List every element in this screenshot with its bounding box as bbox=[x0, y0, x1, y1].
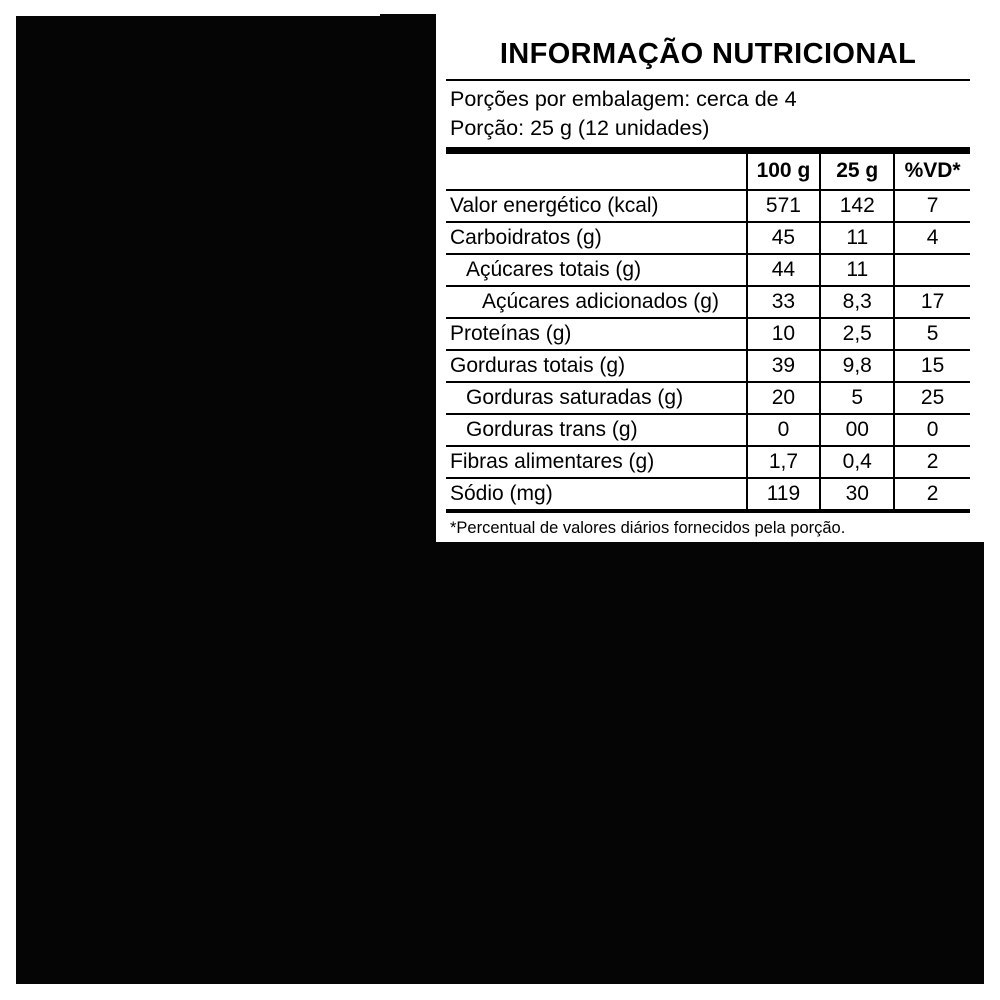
nutrient-value-100g: 33 bbox=[747, 286, 821, 318]
nutrient-value-100g: 10 bbox=[747, 318, 821, 350]
table-row bbox=[446, 478, 970, 509]
column-header-vd: %VD* bbox=[894, 154, 970, 190]
nutrient-value-portion: 5 bbox=[820, 382, 894, 414]
table-header-row bbox=[446, 154, 970, 190]
serving-size: Porção: 25 g (12 unidades) bbox=[450, 115, 710, 140]
nutrient-value-portion: 30 bbox=[820, 478, 894, 509]
table-row bbox=[446, 382, 970, 414]
nutrient-value-vd: 25 bbox=[894, 382, 970, 414]
nutrition-facts-panel bbox=[434, 14, 986, 542]
nutrient-value-vd: 0 bbox=[894, 414, 970, 446]
nutrient-name: Açúcares adicionados (g) bbox=[446, 286, 747, 318]
nutrient-value-100g: 119 bbox=[747, 478, 821, 509]
nutrient-value-vd: 2 bbox=[894, 478, 970, 509]
nutrient-value-100g: 20 bbox=[747, 382, 821, 414]
panel-title: INFORMAÇÃO NUTRICIONAL bbox=[499, 38, 917, 70]
nutrient-name: Carboidratos (g) bbox=[446, 222, 747, 254]
nutrient-name: Proteínas (g) bbox=[446, 318, 747, 350]
table-row bbox=[446, 254, 970, 286]
table-row bbox=[446, 446, 970, 478]
column-header-100g: 100 g bbox=[747, 154, 821, 190]
nutrient-value-100g: 1,7 bbox=[747, 446, 821, 478]
nutrient-value-100g: 571 bbox=[747, 190, 821, 222]
footnote: *Percentual de valores diários fornecidos pela porção. bbox=[450, 519, 846, 538]
nutrient-name: Valor energético (kcal) bbox=[446, 190, 747, 222]
nutrient-name: Gorduras saturadas (g) bbox=[446, 382, 747, 414]
nutrient-value-vd: 4 bbox=[894, 222, 970, 254]
table-row bbox=[446, 414, 970, 446]
nutrient-value-portion: 9,8 bbox=[820, 350, 894, 382]
nutrient-value-vd: 17 bbox=[894, 286, 970, 318]
nutrient-value-portion: 11 bbox=[820, 222, 894, 254]
nutrient-value-100g: 0 bbox=[747, 414, 821, 446]
column-header-portion: 25 g bbox=[820, 154, 894, 190]
nutrient-value-portion: 11 bbox=[820, 254, 894, 286]
divider-below-servings bbox=[446, 147, 970, 154]
table-row bbox=[446, 222, 970, 254]
table-row bbox=[446, 350, 970, 382]
nutrient-name: Gorduras totais (g) bbox=[446, 350, 747, 382]
nutrient-value-vd: 7 bbox=[894, 190, 970, 222]
table-row bbox=[446, 286, 970, 318]
nutrient-name: Açúcares totais (g) bbox=[446, 254, 747, 286]
nutrient-name: Fibras alimentares (g) bbox=[446, 446, 747, 478]
table-row bbox=[446, 318, 970, 350]
nutrient-name: Gorduras trans (g) bbox=[446, 414, 747, 446]
nutrient-value-portion: 0,4 bbox=[820, 446, 894, 478]
nutrient-value-vd: 5 bbox=[894, 318, 970, 350]
servings-info bbox=[446, 81, 970, 147]
nutrient-value-100g: 45 bbox=[747, 222, 821, 254]
nutrient-value-vd: 2 bbox=[894, 446, 970, 478]
nutrient-value-portion: 142 bbox=[820, 190, 894, 222]
servings-per-package: Porções por embalagem: cerca de 4 bbox=[450, 87, 797, 111]
column-header-nutrient bbox=[446, 154, 747, 190]
nutrition-table bbox=[446, 154, 970, 509]
nutrient-value-portion: 8,3 bbox=[820, 286, 894, 318]
table-row bbox=[446, 190, 970, 222]
nutrient-name: Sódio (mg) bbox=[446, 478, 747, 509]
nutrient-value-vd bbox=[894, 254, 970, 286]
nutrient-value-100g: 39 bbox=[747, 350, 821, 382]
nutrient-value-portion: 00 bbox=[820, 414, 894, 446]
nutrient-value-portion: 2,5 bbox=[820, 318, 894, 350]
nutrient-value-vd: 15 bbox=[894, 350, 970, 382]
nutrient-value-100g: 44 bbox=[747, 254, 821, 286]
